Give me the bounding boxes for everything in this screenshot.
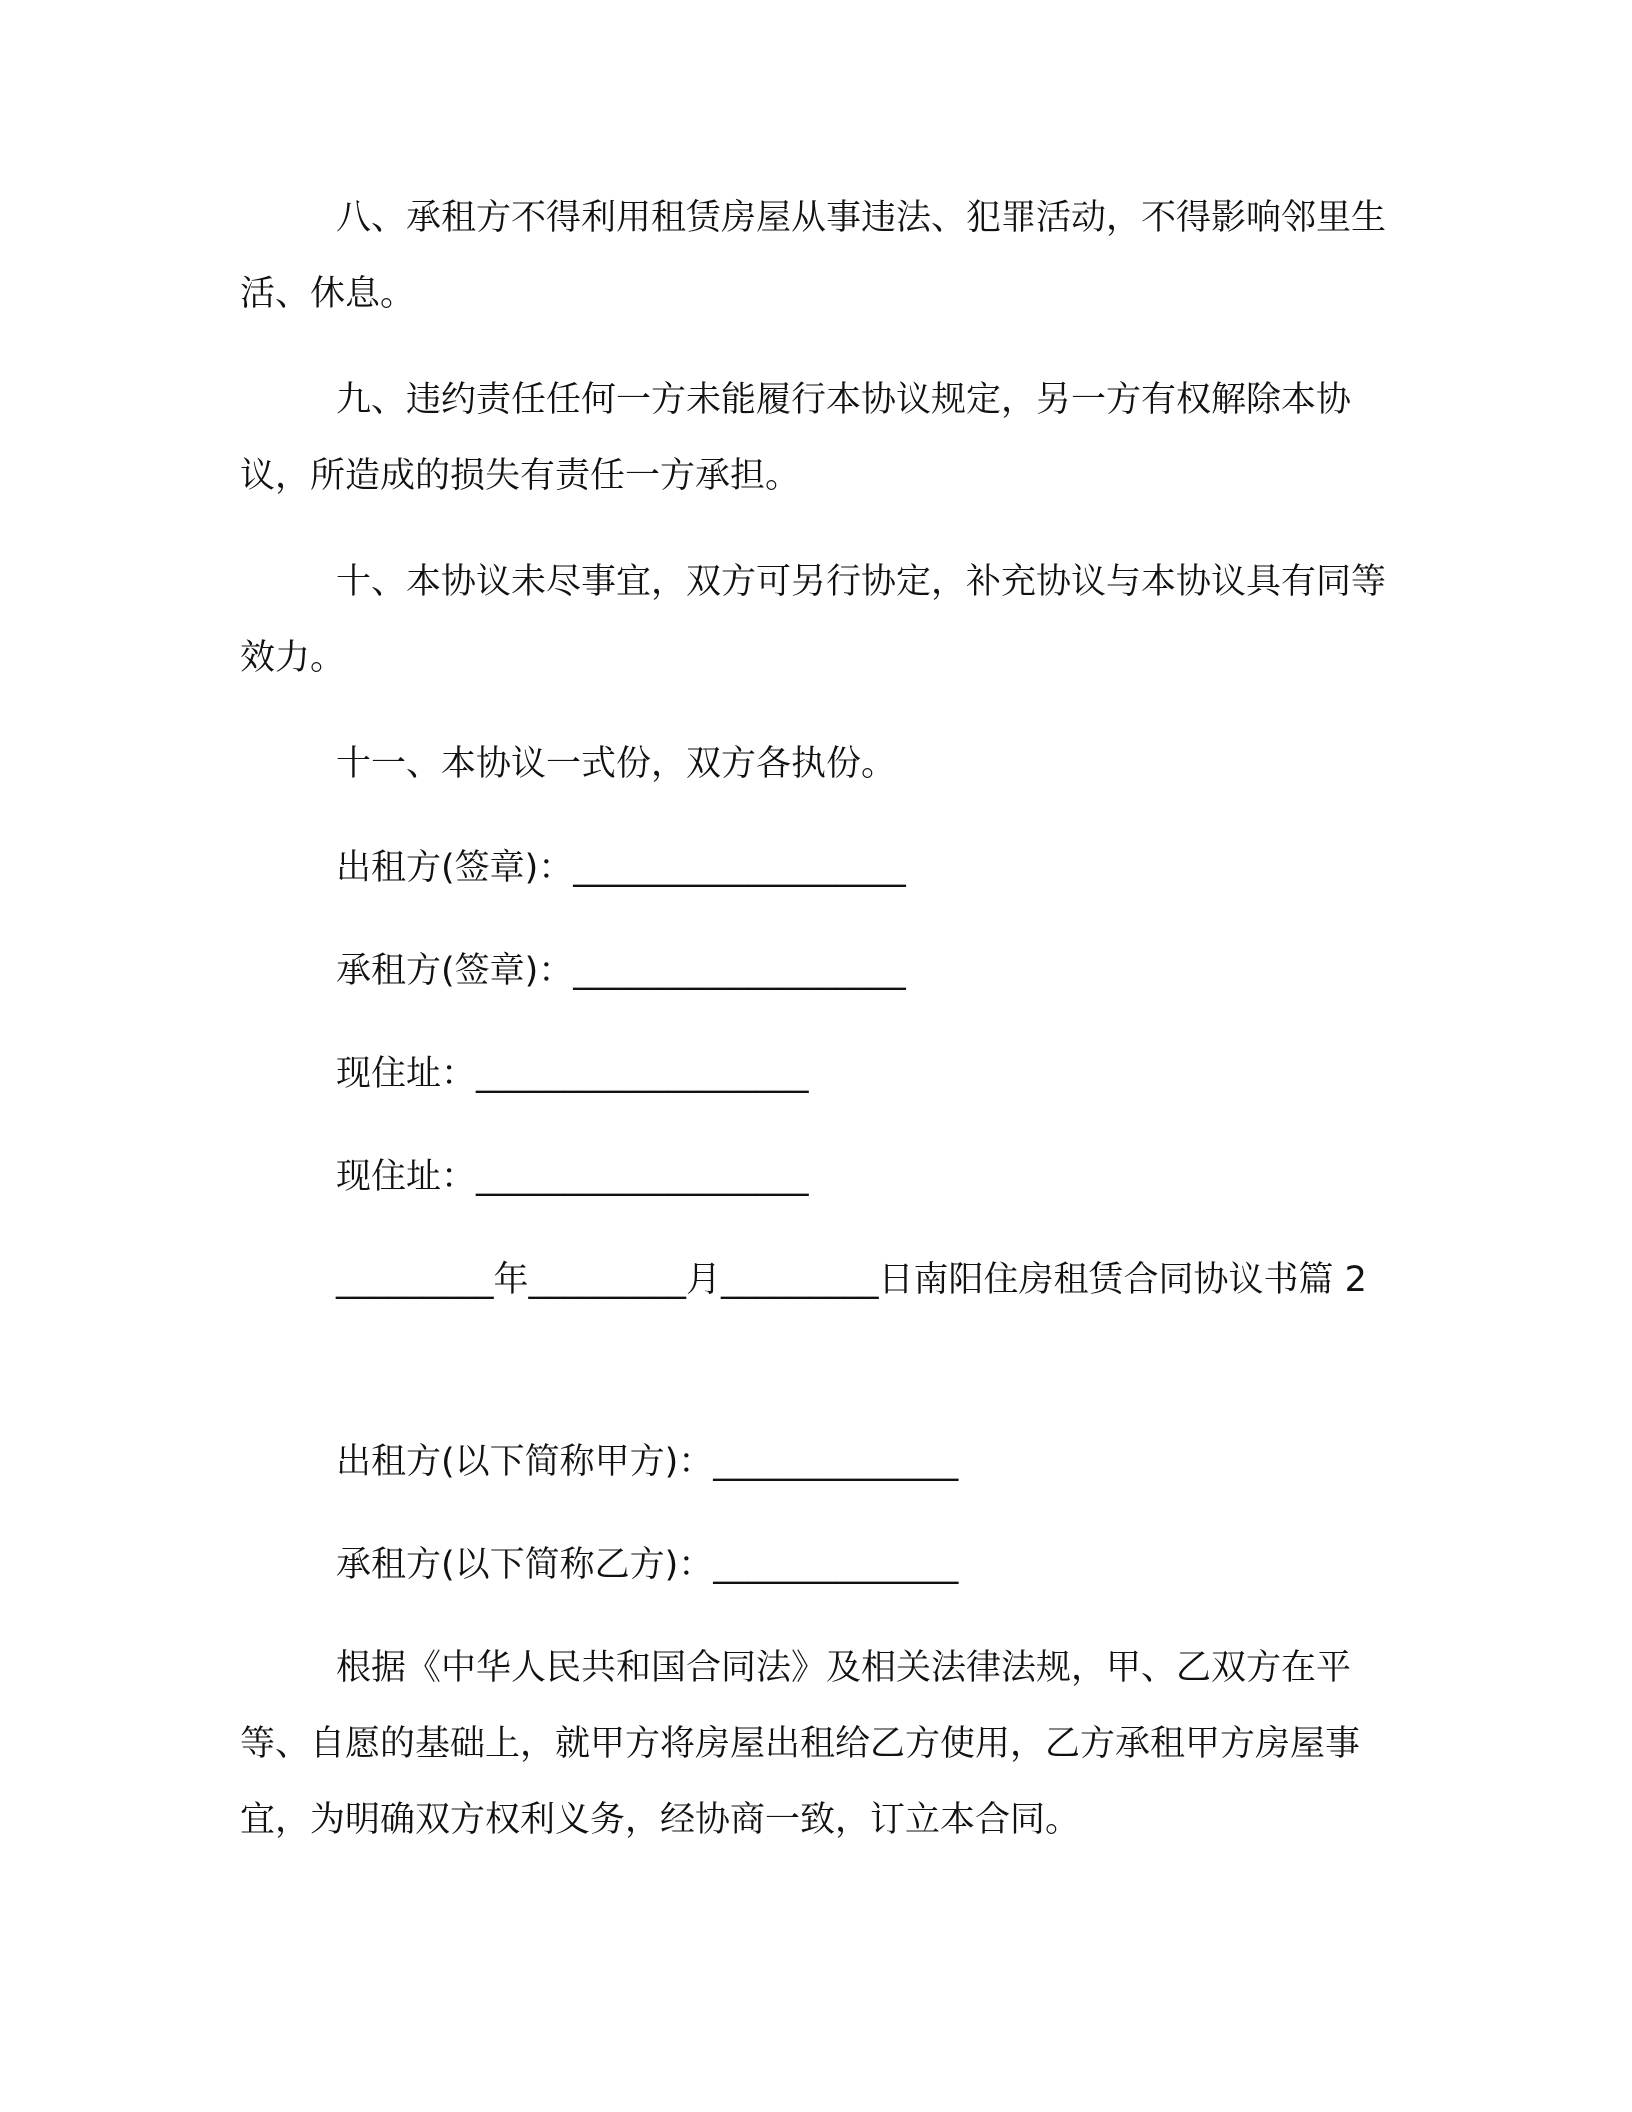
clause-11: 十一、本协议一式份，双方各执份。	[336, 744, 897, 784]
clause-10: 十、本协议未尽事宜，双方可另行协定，补充协议与本协议具有同等效力。	[240, 562, 1387, 678]
lessee-signature-line: 承租方(签章)：___________________	[336, 951, 906, 991]
party-b-line: 承租方(以下简称乙方)：______________	[336, 1545, 959, 1585]
clause-8: 八、承租方不得利用租赁房屋从事违法、犯罪活动，不得影响邻里生活、休息。	[240, 198, 1387, 314]
date-and-next-title: _________年_________月_________日南阳住房租赁合同协议书篇 2	[336, 1260, 1367, 1300]
party-a-line: 出租方(以下简称甲方)：______________	[336, 1442, 959, 1482]
lessor-address-line: 现住址：___________________	[336, 1054, 809, 1094]
lessee-address-line: 现住址：___________________	[336, 1157, 809, 1197]
lessor-signature-line: 出租方(签章)：___________________	[336, 848, 906, 888]
clause-9: 九、违约责任任何一方未能履行本协议规定，另一方有权解除本协议，所造成的损失有责任一方承担。	[240, 380, 1352, 496]
contract-preamble: 根据《中华人民共和国合同法》及相关法律法规，甲、乙双方在平等、自愿的基础上，就甲方将房屋出租给乙方使用，乙方承租甲方房屋事宜，为明确双方权利义务，经协商一致，订立本合同。	[240, 1648, 1361, 1840]
